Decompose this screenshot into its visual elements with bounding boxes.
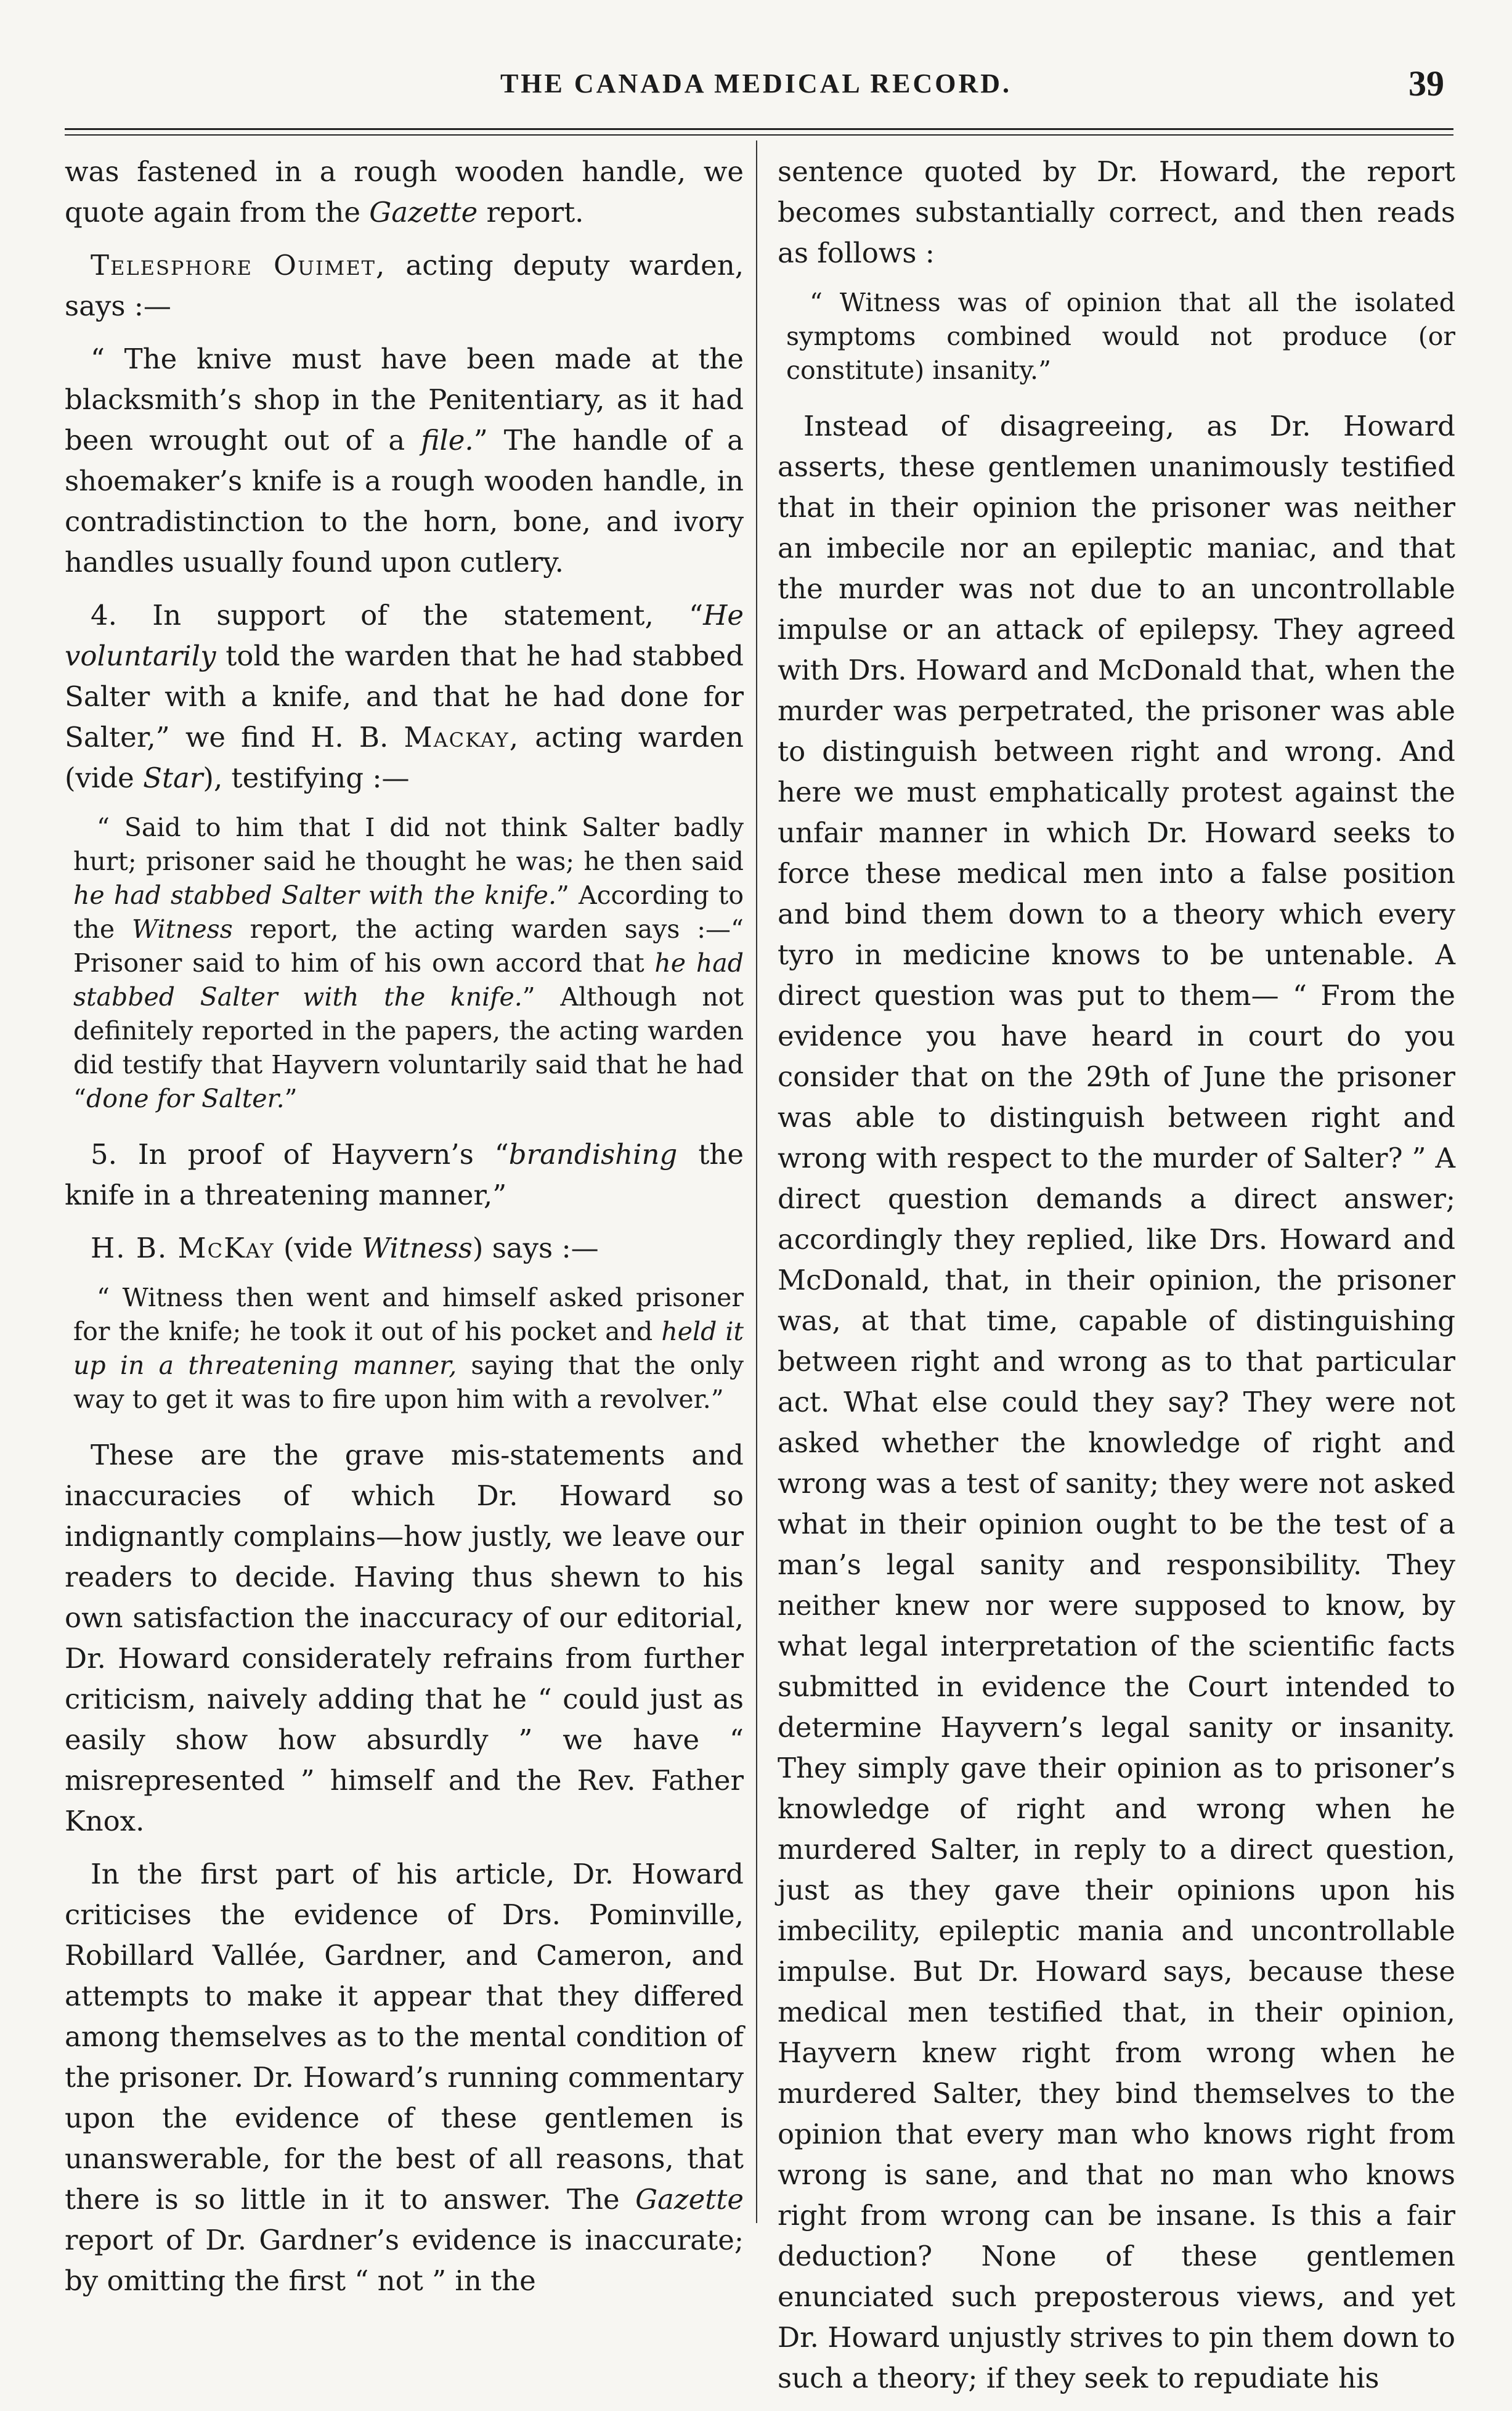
witness-name: Mackay, bbox=[404, 721, 520, 754]
paragraph: Instead of disagreeing, as Dr. Howard asserts, these gentlemen unanimously testified that in their opinion the prisoner was neither an imbecile nor an epileptic maniac, and that the murder was not due to an uncontrollable impulse or an attack of epilepsy. They agreed with Drs. Howard and McDonald that, when the murder was perpetrated, the prisoner was able to distinguish between right and wrong. And here we must emphatically protest against the unfair manner in which Dr. Howard seeks to force these medical men into a false position and bind them down to a theory which every tyro in medicine knows to be untenable. A direct question was put to them— “ From the evidence you have heard in court do you consider that on the 29th of June the prisoner was able to distinguish between right and wrong with respect to the murder of Salter? ” A direct question demands a direct answer; accordingly they replied, like Drs. Howard and McDonald, that, in their opinion, the prisoner was, at that time, capable of distinguishing between right and wrong as to that particular act. What else could they say? They were not asked whether the knowledge of right and wrong was a test of sanity; they were not asked what in their opinion ought to be the test of a man’s legal sanity and responsibility. They neither knew nor were supposed to know, by what legal interpretation of the scientific facts submitted in evidence the Court intended to determine Hayvern’s legal sanity or insanity. They simply gave their opinion as to prisoner’s knowledge of right and wrong when he murdered Salter, in reply to a direct question, just as they gave their opinions upon his imbecility, epileptic mania and uncontrollable impulse. But Dr. Howard says, because these medical men testified that, in their opinion, Hayvern knew right from wrong when he murdered Salter, they bind themselves to the opinion that every man who knows right from wrong is sane, and that no man who knows right from wrong can be insane. Is this a fair deduction? None of these gentlemen enunciated such preposterous views, and yet Dr. Howard unjustly strives to pin them down to such a theory; if they seek to repudiate his bbox=[778, 410, 1455, 2394]
block-quote: “ Witness was of opinion that all the isolated symptoms combined would not produce (or constitute) insanity.” bbox=[786, 288, 1455, 385]
block-quote: “ Said to him that I did not think Salter badly hurt; prisoner said he thought he was; he then said he had stabbed Salter with the knife.” According to the Witness report, the acting warden says :—“ Prisoner said to him of his own accord that he had stabbed Salter with the knife.” Although not definitely reported in the papers, the acting warden did testify that Hayvern voluntarily said that he had “done for Salter.” bbox=[73, 813, 744, 1113]
paragraph: In the first part of his article, Dr. Howard criticises the evidence of Drs. Pominville, Robillard Vallée, Gardner, and Cameron, and attempts to make it appear that they differed among themselves as to the mental condition of the prisoner. Dr. Howard’s running commentary upon the evidence of these gentlemen is unanswerable, for the best of all reasons, that there is so little in it to answer. The Gazette report of Dr. Gardner’s evidence is inaccurate; by omitting the first “ not ” in the bbox=[65, 1858, 744, 2297]
witness-name: H. B. McKay bbox=[91, 1232, 275, 1264]
paragraph: “ The knive must have been made at the blacksmith’s shop in the Penitentiary, as it had been wrought out of a file.” The handle of a shoemaker’s knife is a rough wooden handle, in contradistinction to the horn, bone, and ivory handles usually found upon cutlery. bbox=[65, 343, 744, 579]
block-quote: “ Witness then went and himself asked prisoner for the knife; he took it out of his pocket and held it up in a threatening manner, saying that the only way to get it was to fire upon him with a revolver.” bbox=[73, 1283, 744, 1414]
paragraph: These are the grave mis-statements and inaccuracies of which Dr. Howard so indignantly complains—how justly, we leave our readers to decide. Having thus shewn to his own satisfaction the inaccuracy of our editorial, Dr. Howard considerately refrains from further criticism, naively adding that he “ could just as easily show how absurdly ” we have “ misrepresented ” himself and the Rev. Father Knox. bbox=[65, 1439, 744, 1837]
paragraph: sentence quoted by Dr. Howard, the report becomes substantially correct, and then reads as follows : bbox=[778, 155, 1455, 269]
header-rule-thin bbox=[65, 134, 1453, 136]
journal-title: THE CANADA MEDICAL RECORD. bbox=[500, 68, 1012, 99]
paragraph: H. B. McKay (vide Witness) says :— bbox=[91, 1232, 599, 1264]
right-column bbox=[778, 152, 1455, 2411]
running-head bbox=[0, 62, 1512, 111]
column-divider bbox=[756, 140, 757, 2223]
paragraph: 5. In proof of Hayvern’s “brandishing the knife in a threatening manner,” bbox=[65, 1138, 744, 1211]
page-number: 39 bbox=[1408, 63, 1444, 104]
paragraph: 4. In support of the statement, “He voluntarily told the warden that he had stabbed Salter with a knife, and that he had done for Salter,” we find H. B. Mackay, acting warden (vide Star), testifying :— bbox=[65, 599, 744, 794]
paragraph: Telesphore Ouimet, acting deputy warden, says :— bbox=[65, 249, 744, 322]
header-rule bbox=[65, 128, 1453, 130]
paragraph: was fastened in a rough wooden handle, we quote again from the Gazette report. bbox=[65, 155, 744, 229]
left-column bbox=[65, 152, 744, 2314]
witness-name: Telesphore Ouimet, bbox=[91, 249, 386, 282]
